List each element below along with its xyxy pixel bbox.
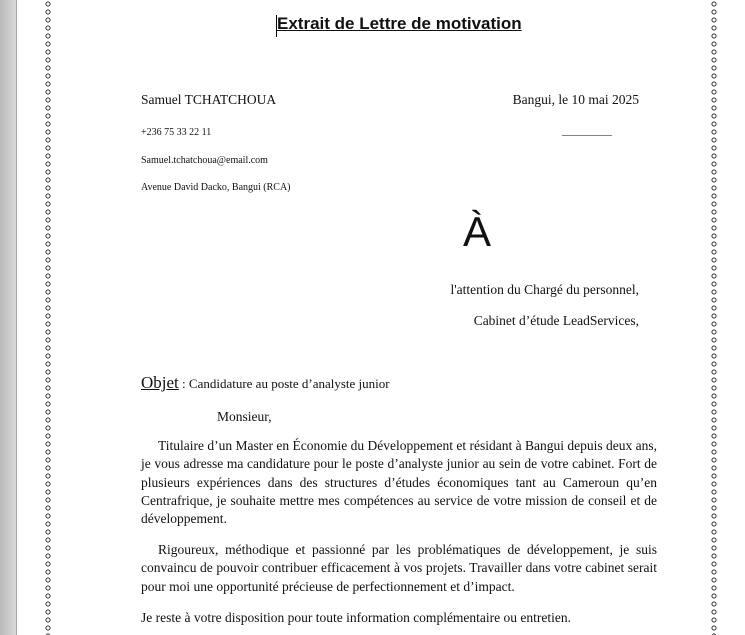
- body-paragraph-1[interactable]: Titulaire d’un Master en Économie du Développement et résidant à Bangui depuis deux ans, je vous adresse ma candidature pour le poste d’analyste junior au sein de votre cabinet. Fort de plusieurs expériences dans des structures d’études économiques tant au Cameroun qu’en Centrafrique, je souhaite mettre mes compétences au service de votre mission de conseil et de développement.: [141, 438, 657, 527]
- recipient-attention[interactable]: l'attention du Chargé du personnel,: [450, 282, 639, 297]
- document-title[interactable]: Extrait de Lettre de motivation: [277, 14, 522, 33]
- place-date[interactable]: Bangui, le 10 mai 2025: [512, 92, 639, 107]
- body-paragraph-3[interactable]: Je reste à votre disposition pour toute information complémentaire ou entretien.: [141, 610, 572, 625]
- subject-line[interactable]: [141, 373, 390, 393]
- signature-rule[interactable]: __________: [562, 126, 612, 137]
- subject-text: : Candidature au poste d’analyste junior: [178, 376, 390, 391]
- sender-phone[interactable]: +236 75 33 22 11: [141, 127, 212, 138]
- subject-label: Objet: [141, 373, 179, 392]
- sender-email[interactable]: Samuel.tchatchoua@email.com: [141, 155, 268, 166]
- left-ruler-gutter: [0, 0, 17, 635]
- body-paragraph-2[interactable]: Rigoureux, méthodique et passionné par les problématiques de développement, je suis convaincu de pouvoir contribuer efficacement à vos projets. Travailler dans votre cabinet serait pour moi une opportunité précieuse de perfectionnement et d’impact.: [141, 542, 657, 594]
- salutation[interactable]: Monsieur,: [217, 409, 272, 424]
- page-border-left: [45, 0, 51, 635]
- recipient-company[interactable]: Cabinet d’étude LeadServices,: [473, 313, 639, 328]
- sender-address[interactable]: Avenue David Dacko, Bangui (RCA): [141, 182, 291, 193]
- sender-name[interactable]: Samuel TCHATCHOUA: [141, 92, 277, 107]
- recipient-prefix[interactable]: À: [463, 208, 492, 255]
- page-border-right: [711, 0, 717, 635]
- document-page[interactable]: [17, 0, 745, 635]
